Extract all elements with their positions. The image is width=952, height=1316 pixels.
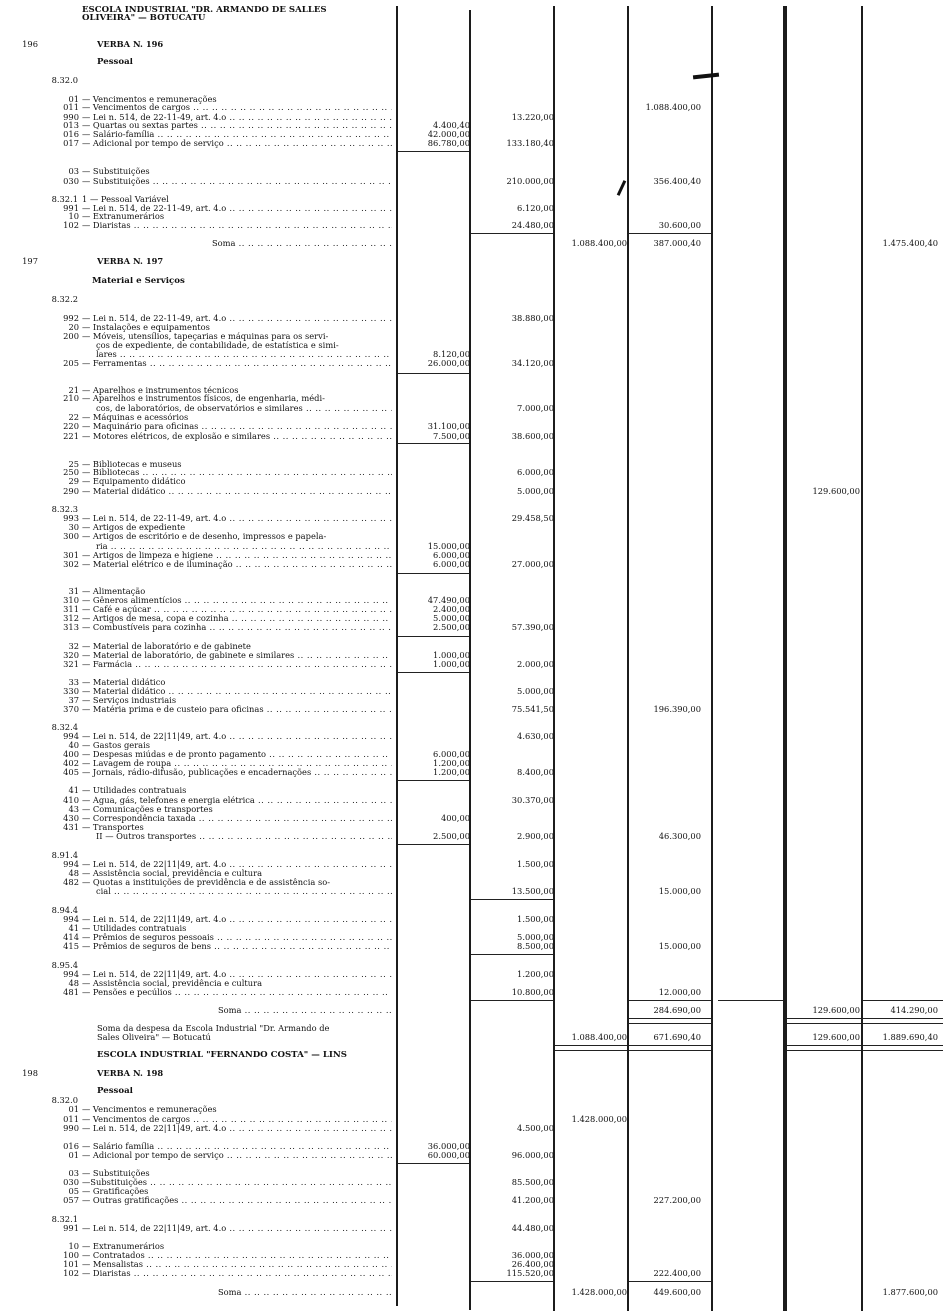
table-row: 37 — Serviços industriais: [68, 695, 177, 705]
table-row: 994 — Lei n. 514, de 22|11|49, art. 4.o .. .. 4.630,00: [0, 732, 952, 741]
table-row: 05 — Gratificações: [68, 1186, 149, 1196]
table-row: 321 — Farmácia .. .. 1.000,00 2.000,00: [0, 660, 952, 669]
table-row: 8.32.0: [51, 1095, 78, 1105]
table-row: 302 — Material elétrico e de iluminação .. .. 6.000,00 27.000,00: [0, 560, 952, 569]
table-row: 102 — Diaristas .. .. 24.480,00 30.600,00: [0, 221, 952, 230]
table-row: 290 — Material didático .. .. 5.000,00 129.600,00: [0, 487, 952, 496]
table-row: 402 — Lavagem de roupa .. .. 1.200,00: [0, 759, 952, 768]
verba-heading: 196 VERBA N. 196: [22, 39, 164, 49]
table-row: 990 — Lei n. 514, de 22|11|49, art. 4.o .. .. 4.500,00: [0, 1124, 952, 1133]
soma-row: Soma .. .. 1.088.400,00 387.000,40 1.475.400,40: [0, 239, 952, 248]
table-row: 221 — Motores elétricos, de explosão e similares .. .. 7.500,00 38.600,00: [0, 432, 952, 441]
table-row: 21 — Aparelhos e instrumentos técnicos: [68, 385, 239, 395]
table-row: 20 — Instalações e equipamentos: [68, 322, 210, 332]
table-row: 992 — Lei n. 514, de 22-11-49, art. 4.o .. .. 38.880,00: [0, 314, 952, 323]
table-row: 01 — Vencimentos e remunerações: [68, 94, 217, 104]
table-row: 8.91.4: [51, 850, 78, 860]
table-row: 313 — Combustíveis para cozinha .. .. 2.500,00 57.390,00: [0, 623, 952, 632]
table-row: 016 — Salário-família .. .. 42.000,00: [0, 130, 952, 139]
table-row: 991 — Lei n. 514, de 22|11|49, art. 4.o .. .. 44.480,00: [0, 1224, 952, 1233]
table-row: 994 — Lei n. 514, de 22|11|49, art. 4.o .. .. 1.500,00: [0, 915, 952, 924]
table-row: 057 — Outras gratificações .. .. 41.200,00 227.200,00: [0, 1196, 952, 1205]
table-row: 22 — Máquinas e acessórios: [68, 412, 189, 422]
school-title: ESCOLA INDUSTRIAL "FERNANDO COSTA" — LINS: [97, 1051, 347, 1060]
table-row: 481 — Pensões e pecúlios .. .. 10.800,00 12.000,00: [0, 988, 952, 997]
table-row: 101 — Mensalistas .. .. 26.400,00: [0, 1260, 952, 1269]
table-row: 33 — Material didático: [68, 677, 166, 687]
table-row: 994 — Lei n. 514, de 22|11|49, art. 4.o .. .. 1.500,00: [0, 860, 952, 869]
soma-row: Soma .. .. 284.690,00 129.600,00 414.290,00: [0, 1006, 952, 1015]
table-row: 8.94.4: [51, 905, 78, 915]
table-row: 40 — Gastos gerais: [68, 740, 151, 750]
table-row: 017 — Adicional por tempo de serviço .. .. 86.780,00 133.180,40: [0, 139, 952, 148]
table-row: 8.32.4: [51, 722, 78, 732]
table-row: 330 — Material didático .. .. 5.000,00: [0, 687, 952, 696]
table-row: 301 — Artigos de limpeza e higiene .. .. 6.000,00: [0, 551, 952, 560]
table-row: 994 — Lei n. 514, de 22|11|49, art. 4.o .. .. 1.200,00: [0, 970, 952, 979]
table-row: 41 — Utilidades contratuais: [68, 785, 187, 795]
table-row: 482 — Quotas a instituições de previdência e de assistência so-: [63, 877, 330, 887]
table-row: lares .. .. 8.120,00: [0, 350, 952, 359]
table-row: 100 — Contratados .. .. 36.000,00: [0, 1251, 952, 1260]
table-row: 10 — Extranumerários: [68, 211, 165, 221]
table-row: 312 — Artigos de mesa, copa e cozinha .. .. 5.000,00: [0, 614, 952, 623]
table-row: 01 — Vencimentos e remunerações: [68, 1104, 217, 1114]
table-row: 48 — Assistência social, previdência e cultura: [68, 868, 263, 878]
table-row: 030 —Substituições .. .. 85.500,00: [0, 1178, 952, 1187]
table-row: 03 — Substituições: [68, 166, 150, 176]
total-row: Sales Oliveira" — Botucatú 1.088.400,00 671.690,40 129.600,00 1.889.690,40: [97, 1032, 938, 1042]
table-row: 48 — Assistência social, previdência e cultura: [68, 978, 263, 988]
table-row: 991 — Lei n. 514, de 22-11-49, art. 4.o .. .. 6.120,00: [0, 204, 952, 213]
table-row: 25 — Bibliotecas e museus: [68, 459, 182, 469]
table-row: 220 — Maquinário para oficinas .. .. 31.100,00: [0, 422, 952, 431]
table-row: 016 — Salário família .. .. 36.000,00: [0, 1142, 952, 1151]
table-row: 8.32.1 1 — Pessoal Variável: [51, 194, 169, 204]
table-row: 32 — Material de laboratório e de gabinete: [68, 641, 251, 651]
table-row: 8.32.3: [51, 504, 78, 514]
table-row: 250 — Bibliotecas .. .. 6.000,00: [0, 468, 952, 477]
table-row: 210 — Aparelhos e instrumentos físicos, de engenharia, médi-: [63, 393, 325, 403]
table-row: 8.95.4: [51, 960, 78, 970]
table-row: 011 — Vencimentos de cargos .. .. 1.428.000,00: [0, 1115, 952, 1124]
table-row: 990 — Lei n. 514, de 22-11-49, art. 4.o .. .. 13.220,00: [0, 113, 952, 122]
table-row: 405 — Jornais, rádio-difusão, publicações e encadernações .. .. 1.200,00 8.400,00: [0, 768, 952, 777]
table-row: 400 — Despesas miúdas e de pronto pagamento .. .. 6.000,00: [0, 750, 952, 759]
table-row: cos, de laboratórios, de observatórios e similares .. .. 7.000,00: [0, 404, 952, 413]
table-row: 013 — Quartas ou sextas partes .. .. 4.400,40: [0, 121, 952, 130]
school-title: OLIVEIRA" — BOTUCATU: [82, 14, 206, 23]
table-row: 8.32.1: [51, 1214, 78, 1224]
table-row: 01 — Adicional por tempo de serviço .. .. 60.000,00 96.000,00: [0, 1151, 952, 1160]
table-row: 993 — Lei n. 514, de 22-11-49, art. 4.o .. .. 29.458,50: [0, 514, 952, 523]
table-row: 10 — Extranumerários: [68, 1241, 165, 1251]
table-row: 30 — Artigos de expediente: [68, 522, 186, 532]
table-row: 29 — Equipamento didático: [68, 476, 186, 486]
table-row: 430 — Correspondência taxada .. .. 400,00: [0, 814, 952, 823]
verba-heading: 197 VERBA N. 197: [22, 256, 164, 266]
table-row: 431 — Transportes: [63, 822, 144, 832]
table-row: II — Outros transportes .. .. 2.500,00 2.900,00 46.300,00: [0, 832, 952, 841]
total-row: Soma da despesa da Escola Industrial "Dr. Armando de: [97, 1024, 330, 1033]
section-heading: Pessoal: [97, 1087, 133, 1096]
table-row: 030 — Substituições .. .. 210.000,00 356.400,40: [0, 177, 952, 186]
table-row: 311 — Café e açúcar .. .. 2.400,00: [0, 605, 952, 614]
soma-row: Soma .. .. 1.428.000,00 449.600,00 1.877.600,00: [0, 1288, 952, 1297]
table-row: ria .. .. 15.000,00: [0, 542, 952, 551]
table-row: 205 — Ferramentas .. .. 26.000,00 34.120,00: [0, 359, 952, 368]
verba-heading: 198 VERBA N. 198: [22, 1068, 164, 1078]
table-row: 200 — Móveis, utensílios, tapeçarias e máquinas para os servi-: [63, 331, 329, 341]
table-row: 43 — Comunicações e transportes: [68, 804, 213, 814]
table-row: 8.32.2: [51, 294, 78, 304]
table-row: 300 — Artigos de escritório e de desenho, impressos e papela-: [63, 531, 327, 541]
table-row: 320 — Material de laboratório, de gabinete e similares .. .. 1.000,00: [0, 651, 952, 660]
school-title: ESCOLA INDUSTRIAL "DR. ARMANDO DE SALLES: [82, 6, 327, 15]
table-row: ços de expediente, de contabilidade, de estatística e simi-: [96, 341, 339, 350]
table-row: 41 — Utilidades contratuais: [68, 923, 187, 933]
table-row: 414 — Prêmios de seguros pessoais .. .. 5.000,00: [0, 933, 952, 942]
table-row: 011 — Vencimentos de cargos .. .. 1.088.400,00: [0, 103, 952, 112]
table-row: 415 — Prêmios de seguros de bens .. .. 8.500,00 15.000,00: [0, 942, 952, 951]
table-row: 31 — Alimentação: [68, 586, 146, 596]
section-heading: Material e Serviços: [92, 277, 185, 286]
table-row: 8.32.0: [51, 75, 78, 85]
table-row: 410 — Água, gás, telefones e energia elétrica .. .. 30.370,00: [0, 796, 952, 805]
table-row: 03 — Substituições: [68, 1168, 150, 1178]
table-row: 102 — Diaristas .. .. 115.520,00 222.400,00: [0, 1269, 952, 1278]
section-heading: Pessoal: [97, 58, 133, 67]
table-row: cial .. .. 13.500,00 15.000,00: [0, 887, 952, 896]
table-row: 310 — Gêneros alimentícios .. .. 47.490,00: [0, 596, 952, 605]
table-row: 370 — Matéria prima e de custeio para oficinas .. .. 75.541,50 196.390,00: [0, 705, 952, 714]
